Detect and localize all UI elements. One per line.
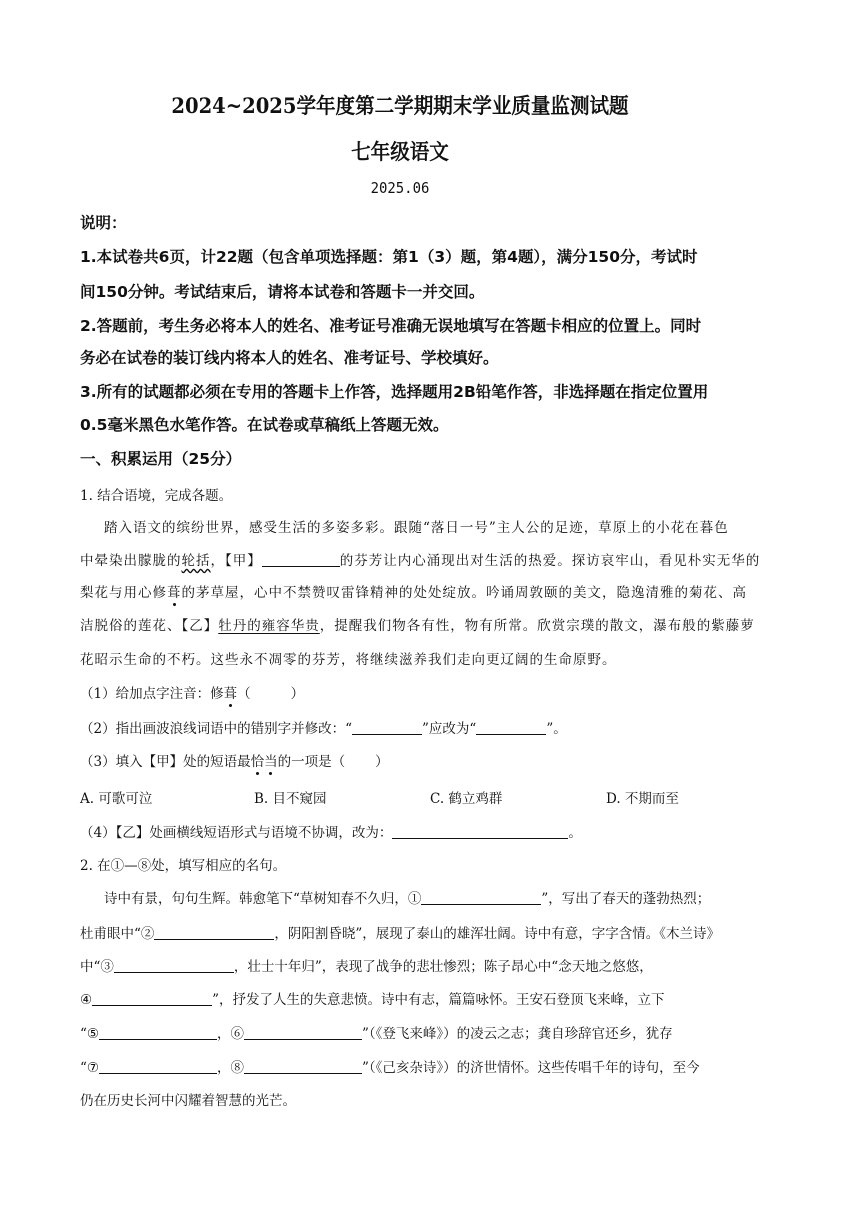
sub-question-3: （3）填入【甲】处的短语最恰当的一项是（ ） (80, 750, 389, 770)
instruction-line-3: 2.答题前，考生务必将本人的姓名、准考证号准确无误地填写在答题卡相应的位置上。同时 (80, 317, 702, 335)
sub-question-4: （4）【乙】处画横线短语形式与语境不协调，改为： 。 (80, 825, 582, 841)
question-1-stem: 1. 结合语境，完成各题。 (80, 488, 233, 504)
passage-line-4: 洁脱俗的莲花、【乙】牡丹的雍容华贵，提醒我们物各有性，物有所常。欣赏宗璞的散文，瀑布般的紫藤萝 (80, 618, 755, 634)
poem-blank-5[interactable] (99, 1025, 217, 1040)
poem-blank-8[interactable] (244, 1059, 362, 1074)
poem-blank-4[interactable] (92, 991, 212, 1006)
blank-jia[interactable] (262, 552, 340, 567)
instructions-heading: 说明： (80, 214, 127, 232)
poem-blank-3[interactable] (114, 958, 234, 973)
passage-line-3: 梨花与用心修葺的茅草屋，心中不禁赞叹雷锋精神的处处绽放。吟诵周敦颐的美文，隐逸清雅的菊花、高 (80, 581, 747, 601)
poem-blank-2[interactable] (154, 925, 274, 940)
poem-line-4: ④ ”，抒发了人生的失意悲愤。诗中有志，篇篇咏怀。王安石登顶飞来峰，立下 (80, 992, 665, 1008)
passage-line-1: 踏入语文的缤纷世界，感受生活的多姿多彩。跟随“落日一号”主人公的足迹，草原上的小花在暮色 (104, 520, 729, 536)
option-b[interactable]: B. 目不窥园 (254, 791, 327, 807)
answer-blank-wrong-char[interactable] (352, 720, 422, 735)
answer-blank-rewrite[interactable] (392, 824, 568, 839)
poem-line-1: 诗中有景，句句生辉。韩愈笔下“草树知春不久归，① ”，写出了春天的蓬勃热烈； (104, 891, 711, 907)
exam-date: 2025.06 (370, 179, 430, 197)
poem-line-2: 杜甫眼中“② ，阴阳割昏晓”，展现了泰山的雄浑壮阔。诗中有意，字字含情。《木兰诗》 (80, 926, 721, 942)
poem-blank-7[interactable] (99, 1059, 217, 1074)
passage-line-5: 花昭示生命的不朽。这些永不凋零的芬芳，将继续滋养我们走向更辽阔的生命原野。 (80, 652, 617, 668)
exam-title: 2024~2025学年度第二学期期末学业质量监测试题 (171, 93, 629, 118)
answer-blank-correct-char[interactable] (476, 720, 546, 735)
poem-line-3: 中“③ ，壮士十年归”，表现了战争的悲壮惨烈；陈子昂心中“念天地之悠悠， (80, 959, 653, 975)
poem-line-6: “⑦ ，⑧ ”（《己亥杂诗》）的济世情怀。这些传唱千年的诗句，至今 (80, 1060, 700, 1076)
dotted-character: 恰 (251, 750, 265, 770)
instruction-line-2: 间150分钟。考试结束后，请将本试卷和答题卡一并交回。 (80, 283, 485, 301)
poem-line-5: “⑤ ，⑥ ”（《登飞来峰》）的凌云之志；龚自珍辞官还乡，犹存 (80, 1026, 673, 1042)
option-d[interactable]: D. 不期而至 (606, 791, 679, 807)
question-2-stem: 2. 在①—⑧处，填写相应的名句。 (80, 858, 287, 874)
underlined-phrase-yi: 牡丹的雍容华贵 (218, 618, 320, 634)
poem-blank-1[interactable] (421, 890, 541, 905)
instruction-line-1: 1.本试卷共6页，计22题（包含单项选择题：第1（3）题，第4题），满分150分，考试时 (80, 248, 698, 266)
instruction-line-5: 3.所有的试题都必须在专用的答题卡上作答，选择题用2B铅笔作答，非选择题在指定位置用 (80, 383, 709, 401)
passage-line-2: 中晕染出朦胧的轮括，【甲】 的芬芳让内心涌现出对生活的热爱。探访哀牢山，看见朴实无华的 (80, 553, 761, 569)
sub-question-2: （2）指出画波浪线词语中的错别字并修改：“ ”应改为“ ”。 (80, 721, 567, 737)
option-a[interactable]: A. 可歌可泣 (80, 791, 153, 807)
poem-blank-6[interactable] (244, 1025, 362, 1040)
section-heading: 一、积累运用（25分） (80, 450, 242, 468)
instruction-line-6: 0.5毫米黑色水笔作答。在试卷或草稿纸上答题无效。 (80, 416, 449, 434)
dotted-character: 葺 (167, 581, 182, 601)
option-c[interactable]: C. 鹤立鸡群 (430, 791, 503, 807)
sub-question-1: （1）给加点字注音：修葺（ ） (80, 682, 304, 702)
dotted-character: 葺 (224, 682, 238, 702)
dotted-character: 当 (264, 750, 278, 770)
wavy-underlined-word: 轮括 (181, 553, 211, 569)
instruction-line-4: 务必在试卷的装订线内将本人的姓名、准考证号、学校填好。 (80, 349, 499, 367)
exam-subtitle: 七年级语文 (351, 139, 449, 164)
poem-line-7: 仍在历史长河中闪耀着智慧的光芒。 (80, 1093, 296, 1109)
